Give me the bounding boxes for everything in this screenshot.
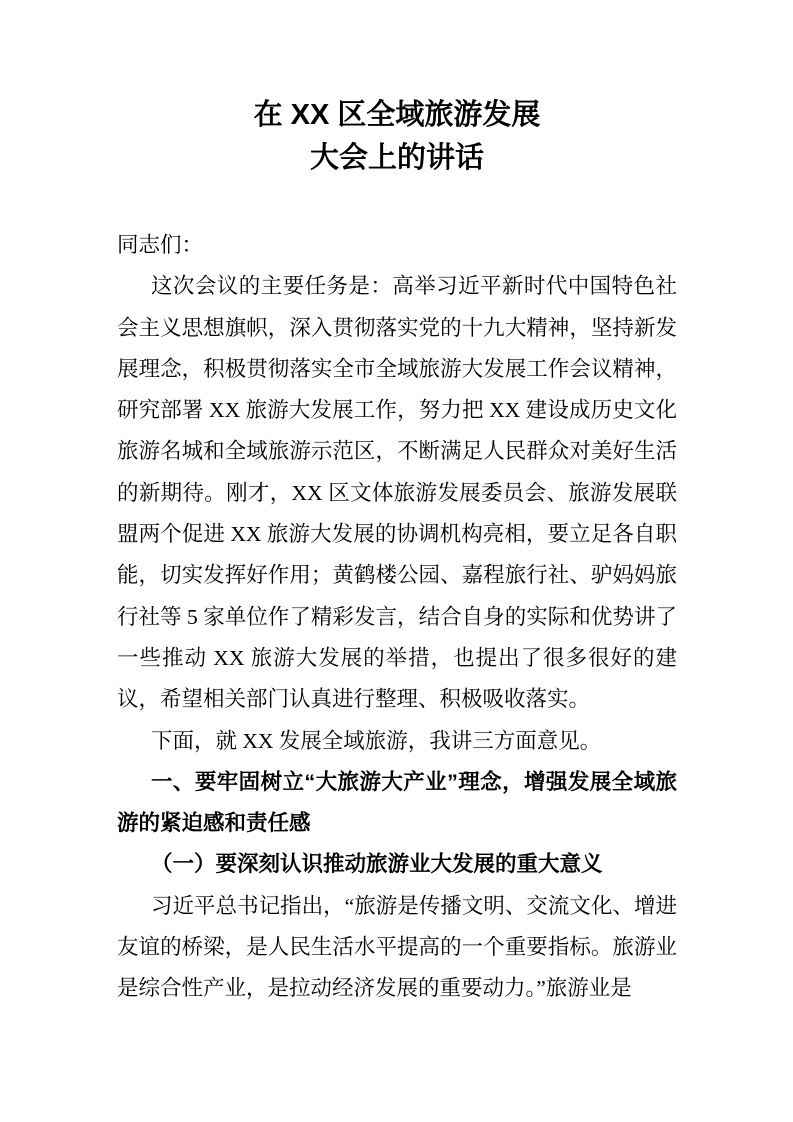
document-title-line1: 在 XX 区全域旅游发展 [253,99,541,131]
heading-subsection-1-1: （一）要深刻认识推动旅游业大发展的重大意义 [151,852,603,877]
paragraph-quote-xi: 习近平总书记指出，“旅游是传播文明、交流文化、增进友谊的桥梁，是人民生活水平提高的一个重要指标。旅游业是综合性产业，是拉动经济发展的重要动力。”旅游业是 [117,893,677,1001]
paragraph-salutation: 同志们： [117,233,204,257]
document-title [117,0,677,180]
heading-section-1: 一、要牢固树立“大旅游大产业”理念，增强发展全域旅游的紧迫感和责任感 [117,769,677,836]
document-title-line2: 大会上的讲话 [309,142,484,174]
paragraph-transition: 下面，就 XX 发展全域旅游，我讲三方面意见。 [151,728,602,753]
document-body [117,225,677,1010]
paragraph-meeting-tasks: 这次会议的主要任务是：高举习近平新时代中国特色社会主义思想旗帜，深入贯彻落实党的十九大精神，坚持新发展理念，积极贯彻落实全市全域旅游大发展工作会议精神，研究部署 XX 旅游大发展工作，努力把 XX 建设成历史文化旅游名城和全域旅游示范区，不断满足人民群众对美好生活的新期待。刚才，XX 区文体旅游发展委员会、旅游发展联盟两个促进 XX 旅游大发展的协调机构亮相，要立足各自职能，切实发挥好作用；黄鹤楼公园、嘉程旅行社、驴妈妈旅行社等 5 家单位作了精彩发言，结合自身的实际和优势讲了一些推动 XX 旅游大发展的举措，也提出了很多很好的建议，希望相关部门认真进行整理、积极吸收落实。 [117,274,677,712]
